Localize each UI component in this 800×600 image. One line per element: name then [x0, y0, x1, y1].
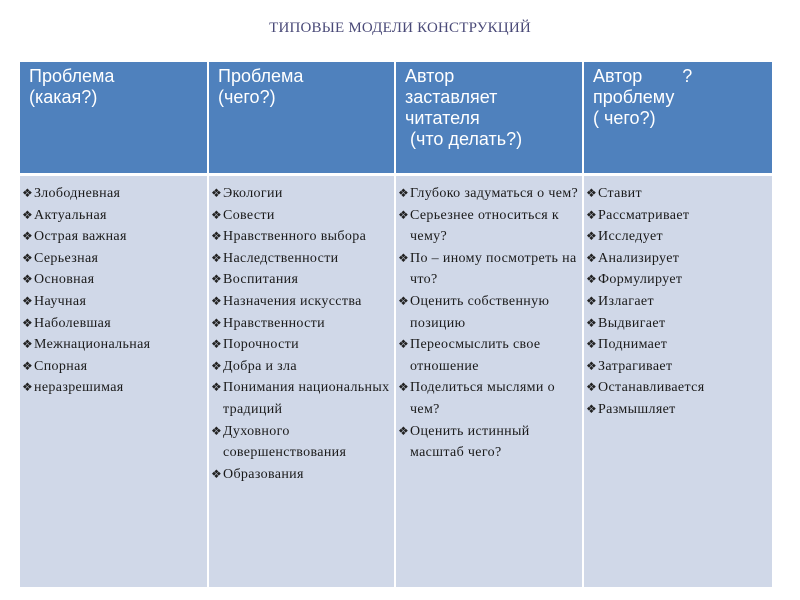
- list-item-text: Выдвигает: [598, 315, 666, 331]
- item-list: [398, 183, 582, 464]
- list-item: [398, 291, 582, 334]
- list-item: [211, 421, 394, 464]
- list-item-text: Нравственного выбора: [223, 229, 367, 245]
- list-item: [211, 248, 394, 270]
- list-item: [586, 399, 772, 421]
- diamond-bullet-icon: ❖: [211, 466, 223, 481]
- list-item-text: Анализирует: [598, 250, 680, 266]
- diamond-bullet-icon: ❖: [22, 272, 34, 287]
- list-item: [211, 291, 394, 313]
- diamond-bullet-icon: ❖: [22, 186, 34, 200]
- list-item-text: Межнациональная: [34, 337, 151, 353]
- table-body-row: [20, 175, 772, 588]
- list-item: [586, 356, 772, 378]
- list-item: [22, 226, 207, 248]
- list-item: [22, 291, 207, 313]
- diamond-bullet-icon: ❖: [211, 315, 223, 330]
- diamond-bullet-icon: ❖: [22, 337, 34, 352]
- diamond-bullet-icon: ❖: [22, 293, 34, 308]
- list-item: [398, 421, 582, 464]
- list-item: [586, 334, 772, 356]
- list-item-text: Размышляет: [598, 401, 676, 417]
- list-item-text: Духовного совершенствования: [223, 423, 347, 461]
- list-item-text: Поделиться мыслями о чем?: [410, 380, 555, 417]
- list-item: [586, 248, 772, 270]
- list-item-text: Основная: [34, 272, 95, 288]
- list-item-text: Останавливается: [598, 380, 705, 396]
- list-item-text: Научная: [34, 293, 87, 309]
- page-title: ТИПОВЫЕ МОДЕЛИ КОНСТРУКЦИЙ: [269, 20, 531, 36]
- diamond-bullet-icon: ❖: [211, 380, 223, 395]
- list-item: [586, 269, 772, 291]
- list-item-text: Назначения искусства: [223, 293, 362, 309]
- list-item: [22, 248, 207, 270]
- list-item: [211, 183, 394, 205]
- list-item: [22, 377, 207, 399]
- list-item-text: Нравственности: [223, 315, 325, 331]
- diamond-bullet-icon: ❖: [586, 250, 598, 265]
- list-item: [586, 226, 772, 248]
- diamond-bullet-icon: ❖: [211, 272, 223, 287]
- list-item: [586, 291, 772, 313]
- list-item-text: Понимания национальных традиций: [223, 380, 390, 417]
- diamond-bullet-icon: ❖: [586, 380, 598, 395]
- diamond-bullet-icon: ❖: [586, 229, 598, 244]
- table-header-row: [20, 62, 772, 175]
- column-cell-author-problem: [583, 175, 772, 588]
- diamond-bullet-icon: ❖: [211, 186, 223, 200]
- list-item: [22, 183, 207, 205]
- list-item: [211, 226, 394, 248]
- diamond-bullet-icon: ❖: [586, 207, 598, 222]
- list-item-text: Оценить собственную позицию: [410, 293, 550, 331]
- diamond-bullet-icon: ❖: [211, 337, 223, 352]
- list-item: [586, 183, 772, 205]
- list-item: [211, 377, 394, 420]
- list-item: [211, 269, 394, 291]
- diamond-bullet-icon: ❖: [398, 423, 410, 438]
- list-item-text: Совести: [223, 207, 275, 223]
- list-item: [22, 313, 207, 335]
- list-item-text: Излагает: [598, 293, 654, 309]
- list-item-text: Образования: [223, 466, 304, 482]
- list-item: [22, 269, 207, 291]
- list-item-text: Поднимает: [598, 337, 668, 353]
- diamond-bullet-icon: ❖: [22, 380, 34, 395]
- column-header-author-makes-reader: Автор заставляет читателя (что делать?): [395, 62, 583, 175]
- list-item-text: Формулирует: [598, 272, 683, 288]
- diamond-bullet-icon: ❖: [211, 358, 223, 373]
- list-item-text: Наследственности: [223, 250, 339, 266]
- list-item: [586, 313, 772, 335]
- list-item-text: Наболевшая: [34, 315, 112, 331]
- diamond-bullet-icon: ❖: [22, 229, 34, 244]
- diamond-bullet-icon: ❖: [586, 272, 598, 287]
- list-item-text: Серьезнее относиться к чему?: [410, 207, 560, 245]
- diamond-bullet-icon: ❖: [398, 250, 410, 265]
- list-item-text: Исследует: [598, 229, 663, 245]
- list-item-text: Переосмыслить свое отношение: [410, 337, 541, 374]
- list-item: [398, 377, 582, 420]
- list-item: [211, 334, 394, 356]
- list-item: [586, 205, 772, 227]
- list-item-text: Глубоко задуматься о чем?: [410, 186, 579, 201]
- column-header-problem-what-kind: Проблема (какая?): [20, 62, 208, 175]
- list-item-text: Актуальная: [34, 207, 107, 223]
- list-item-text: Острая важная: [34, 229, 127, 245]
- diamond-bullet-icon: ❖: [586, 315, 598, 330]
- diamond-bullet-icon: ❖: [211, 293, 223, 308]
- diamond-bullet-icon: ❖: [398, 293, 410, 308]
- list-item: [22, 334, 207, 356]
- diamond-bullet-icon: ❖: [586, 293, 598, 308]
- column-cell-problem-what-kind: [20, 175, 208, 588]
- item-list: [586, 183, 772, 421]
- list-item: [22, 205, 207, 227]
- list-item: [211, 313, 394, 335]
- list-item-text: неразрешимая: [34, 380, 124, 396]
- column-header-author-problem: Автор ? проблему ( чего?): [583, 62, 772, 175]
- diamond-bullet-icon: ❖: [586, 401, 598, 416]
- list-item-text: Спорная: [34, 358, 88, 374]
- diamond-bullet-icon: ❖: [22, 358, 34, 373]
- list-item-text: Воспитания: [223, 272, 299, 288]
- diamond-bullet-icon: ❖: [398, 186, 410, 200]
- list-item-text: Оценить истинный масштаб чего?: [410, 423, 530, 461]
- diamond-bullet-icon: ❖: [22, 250, 34, 265]
- diamond-bullet-icon: ❖: [398, 337, 410, 352]
- diamond-bullet-icon: ❖: [586, 358, 598, 373]
- list-item-text: Серьезная: [34, 250, 99, 266]
- diamond-bullet-icon: ❖: [211, 229, 223, 244]
- list-item-text: Ставит: [598, 186, 642, 201]
- list-item-text: Порочности: [223, 337, 299, 353]
- models-table: [20, 62, 772, 587]
- item-list: [211, 183, 394, 485]
- diamond-bullet-icon: ❖: [586, 337, 598, 352]
- column-header-problem-of-what: Проблема (чего?): [208, 62, 395, 175]
- list-item: [586, 377, 772, 399]
- list-item-text: Экологии: [223, 186, 283, 201]
- list-item-text: Затрагивает: [598, 358, 673, 374]
- list-item: [22, 356, 207, 378]
- list-item: [211, 356, 394, 378]
- diamond-bullet-icon: ❖: [22, 207, 34, 222]
- list-item-text: Добра и зла: [223, 358, 297, 374]
- diamond-bullet-icon: ❖: [211, 250, 223, 265]
- diamond-bullet-icon: ❖: [398, 207, 410, 222]
- list-item: [398, 183, 582, 205]
- list-item-text: Злободневная: [34, 186, 121, 201]
- diamond-bullet-icon: ❖: [211, 207, 223, 222]
- diamond-bullet-icon: ❖: [22, 315, 34, 330]
- list-item: [211, 464, 394, 486]
- diamond-bullet-icon: ❖: [398, 380, 410, 395]
- diamond-bullet-icon: ❖: [586, 186, 598, 200]
- list-item-text: Рассматривает: [598, 207, 690, 223]
- item-list: [22, 183, 207, 399]
- diamond-bullet-icon: ❖: [211, 423, 223, 438]
- column-cell-author-makes-reader: [395, 175, 583, 588]
- list-item: [211, 205, 394, 227]
- list-item-text: По – иному посмотреть на что?: [410, 250, 577, 288]
- column-cell-problem-of-what: [208, 175, 395, 588]
- list-item: [398, 334, 582, 377]
- list-item: [398, 205, 582, 248]
- list-item: [398, 248, 582, 291]
